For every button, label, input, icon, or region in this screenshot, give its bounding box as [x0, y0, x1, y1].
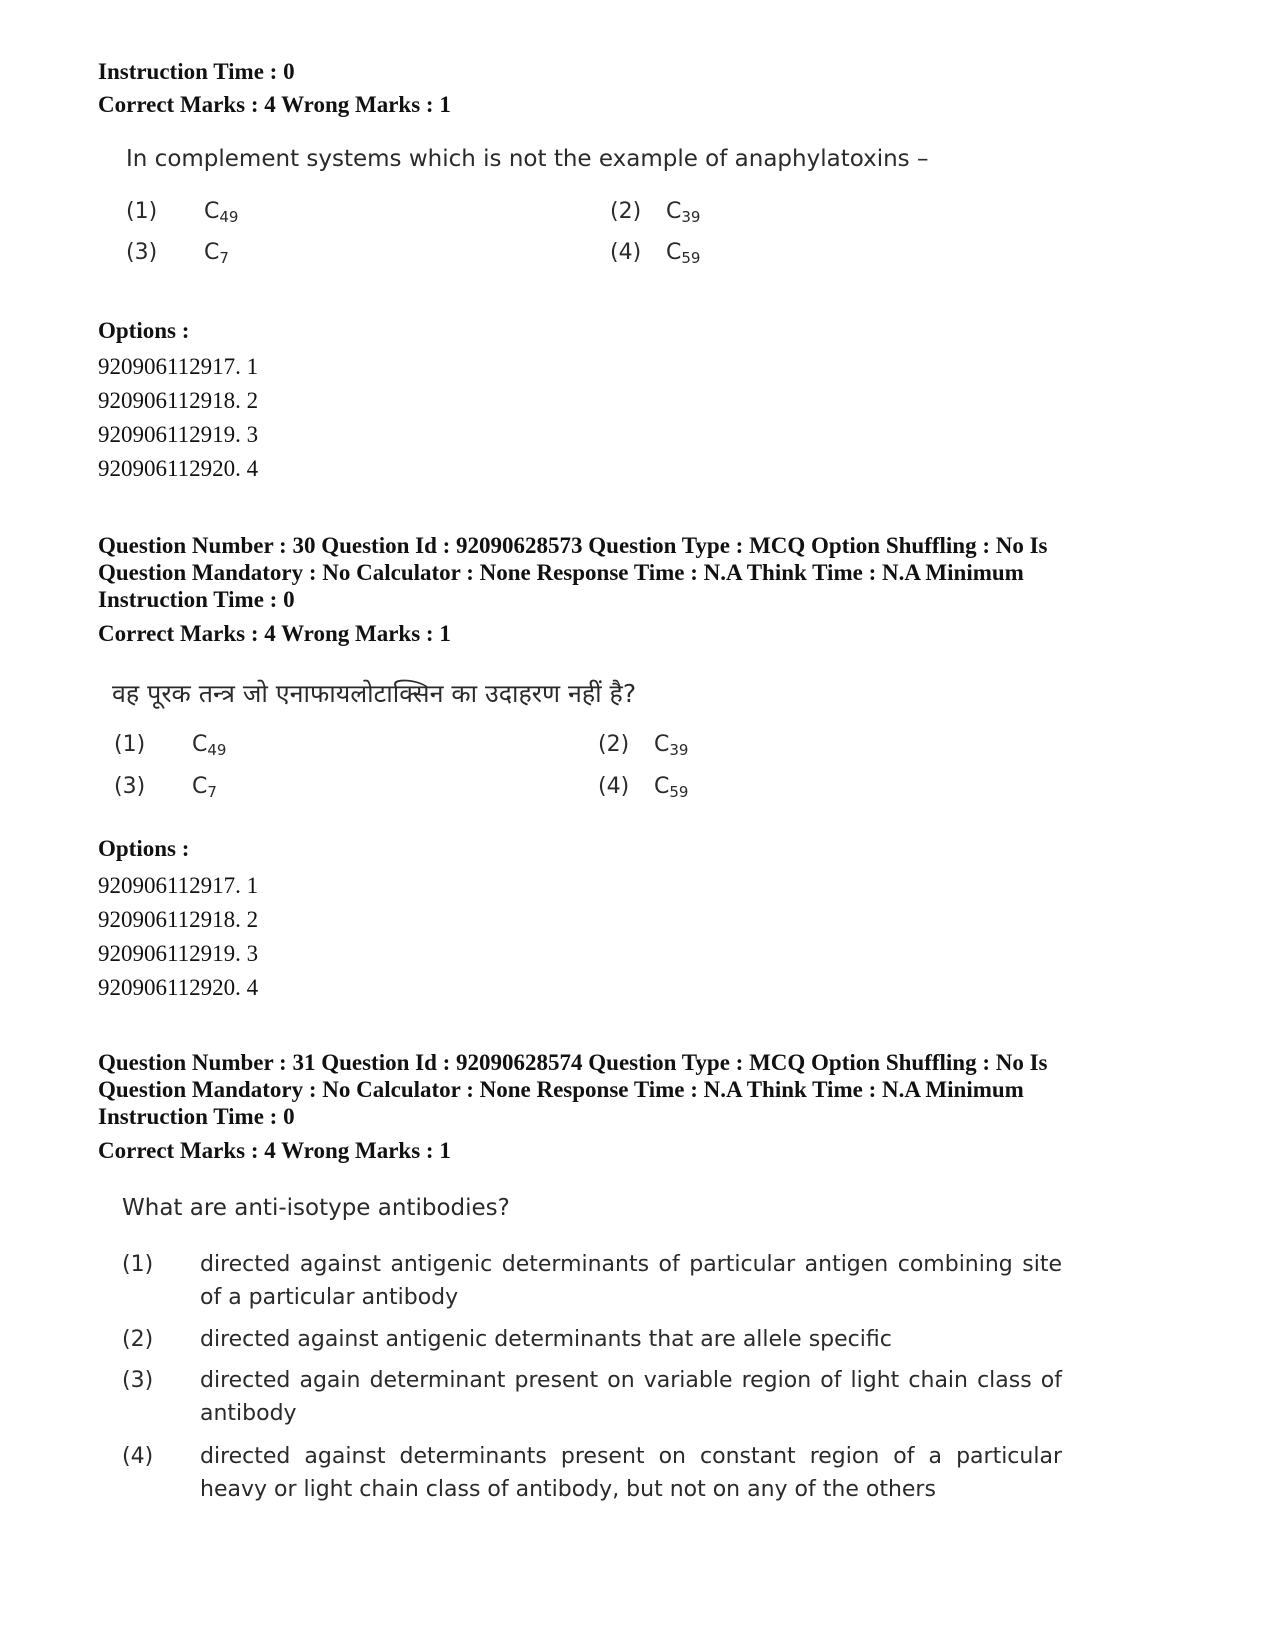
option-row: 920906112920. 4 [98, 456, 259, 481]
q31-meta-line-2: Question Mandatory : No Calculator : None Response Time : N.A Think Time : N.A Minimum [98, 1077, 1024, 1102]
q30-meta-line-1: Question Number : 30 Question Id : 92090628573 Question Type : MCQ Option Shuffling : No Is [98, 533, 1048, 558]
option-row: 920906112919. 3 [98, 422, 259, 447]
q29-meta [98, 58, 1188, 85]
q30-options-list [98, 869, 258, 1005]
q30-choice-2: (2) $C_{39}$ [598, 732, 689, 759]
q29-choice-3: (3) $C_7$ [126, 240, 229, 267]
q29-choice-2: (2) $C_{39}$ [610, 199, 701, 226]
q30-choice-3: (3) $C_7$ [114, 774, 217, 801]
option-row: 920906112917. 1 [98, 873, 259, 898]
q29-options-list [98, 350, 258, 486]
q30-question-text: वह पूरक तन्त्र जो एनाफायलोटाक्सिन का उदाहरण नहीं है? [112, 679, 637, 708]
q30-choice-1: (1) $C_{49}$ [114, 732, 227, 759]
q31-choice-2: (2) directed against antigenic determinants that are allele specific [122, 1327, 892, 1352]
q29-choice-1: (1) $C_{49}$ [126, 199, 239, 226]
q30-meta-line-2: Question Mandatory : No Calculator : None Response Time : N.A Think Time : N.A Minimum [98, 560, 1024, 585]
option-row: 920906112918. 2 [98, 907, 259, 932]
q29-choice-4: (4) $C_{59}$ [610, 240, 701, 267]
q29-options-label: Options : [98, 318, 190, 343]
q30-meta [98, 532, 1188, 613]
q30-meta-line-3: Instruction Time : 0 [98, 587, 295, 612]
q29-marks: Correct Marks : 4 Wrong Marks : 1 [98, 92, 451, 117]
q31-marks: Correct Marks : 4 Wrong Marks : 1 [98, 1138, 451, 1163]
q31-choice-1: (1) directed against antigenic determinants of particular antigen combining site of a particular antibody [122, 1252, 1062, 1310]
q31-meta-line-3: Instruction Time : 0 [98, 1104, 295, 1129]
q29-instruction-time: Instruction Time : 0 [98, 59, 295, 84]
q31-question-text: What are anti-isotype antibodies? [122, 1195, 510, 1221]
option-row: 920906112918. 2 [98, 388, 259, 413]
q31-meta [98, 1049, 1188, 1130]
q29-question-text: In complement systems which is not the example of anaphylatoxins – [126, 146, 929, 172]
q31-choice-3: (3) directed again determinant present on variable region of light chain class of antibody [122, 1368, 1062, 1426]
q30-choice-4: (4) $C_{59}$ [598, 774, 689, 801]
q31-choice-4: (4) directed against determinants present on constant region of a particular heavy or light chain class of antibody, but not on any of the others [122, 1444, 1062, 1502]
q31-meta-line-1: Question Number : 31 Question Id : 92090628574 Question Type : MCQ Option Shuffling : No Is [98, 1050, 1048, 1075]
option-row: 920906112920. 4 [98, 975, 259, 1000]
option-row: 920906112919. 3 [98, 941, 259, 966]
q30-options-label: Options : [98, 836, 190, 861]
q30-marks: Correct Marks : 4 Wrong Marks : 1 [98, 621, 451, 646]
option-row: 920906112917. 1 [98, 354, 259, 379]
